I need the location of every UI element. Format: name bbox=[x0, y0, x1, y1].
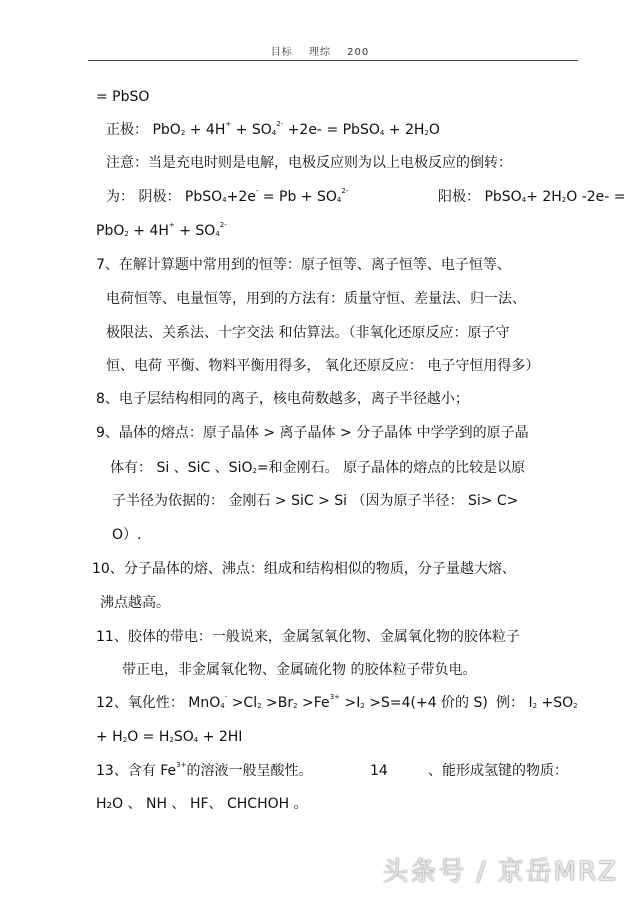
text-line: 恒、电荷 平衡、物料平衡用得多， 氧化还原反应： 电子守恒用得多） bbox=[106, 358, 540, 374]
text-line: 、能形成氢键的物质： bbox=[428, 763, 568, 779]
text-line: 9、晶体的熔点：原子晶体 > 离子晶体 > 分子晶体 中学学到的原子晶 bbox=[96, 425, 529, 441]
text-line: 带正电，非金属氧化物、金属硫化物 的胶体粒子带负电。 bbox=[122, 662, 477, 678]
text-line: 8、电子层结构相同的离子，核电荷数越多，离子半径越小； bbox=[96, 391, 469, 407]
text-line: 极限法、关系法、十字交法 和估算法。（非氧化还原反应：原子守 bbox=[106, 325, 510, 341]
text-line: 13、含有 $Fe^{3+}$的溶液一般呈酸性。 bbox=[96, 761, 313, 779]
text-line: 7、在解计算题中常用到的恒等：原子恒等、离子恒等、电子恒等、 bbox=[96, 257, 511, 273]
text-line: 例： $I_2 +SO_2$ bbox=[496, 695, 578, 711]
text-line: 正极： $PbO_2 + 4H^+ + SO_4^{2-} +2e-$ = PbSO$_4$ + $2H_2O$ bbox=[106, 120, 440, 138]
text-line: 子半径为依据的： 金刚石 > SiC > Si （因为原子半径： Si> C> bbox=[112, 493, 519, 509]
text-line: H₂O 、 NH 、 HF、 CHCHOH 。 bbox=[96, 796, 308, 812]
header-left: 目标 bbox=[270, 47, 293, 58]
page-header bbox=[0, 43, 640, 58]
text-line: $PbO_2 + 4H^+ + SO_4^{2-}$ bbox=[96, 221, 227, 239]
text-line: 11、胶体的带电：一般说来，金属氢氧化物、金属氧化物的胶体粒子 bbox=[96, 629, 520, 645]
text-line: 电荷恒等、电量恒等，用到的方法有：质量守恒、差量法、归一法、 bbox=[106, 291, 526, 307]
text-line: 阳极： PbSO$_4$+ $2H_2O$ -2e- = bbox=[438, 189, 626, 205]
header-middle: 理综 bbox=[308, 47, 331, 58]
text-line: 体有： Si 、SiC 、SiO$_2$=和金刚石。 原子晶体的熔点的比较是以原 bbox=[110, 460, 526, 476]
text-line: 12、氧化性： $MnO_4^- >Cl_2 >Br_2 >Fe^{3+} >I_2 >S=4(+4$ 价的 S) bbox=[96, 693, 488, 711]
text-line: 沸点越高。 bbox=[100, 595, 170, 611]
text-line: + $H_2O = H_2SO_4 + 2HI$ bbox=[96, 729, 243, 745]
text-line: 为： 阴极： PbSO$_4$+2e- = $Pb + SO_4^{2-}$ bbox=[106, 187, 349, 205]
text-line: = PbSO bbox=[96, 89, 150, 105]
watermark-text: 头条号 / 京岳MRZ bbox=[382, 857, 618, 887]
text-line: 10、分子晶体的熔、沸点：组成和结构相似的物质，分子量越大熔、 bbox=[92, 561, 516, 577]
header-page-number: 200 bbox=[347, 47, 370, 58]
header-divider bbox=[88, 60, 578, 61]
text-line: 14 bbox=[370, 763, 388, 779]
text-line: O）. bbox=[112, 527, 142, 543]
text-line: 注意：当是充电时则是电解，电极反应则为以上电极反应的倒转： bbox=[106, 155, 512, 171]
